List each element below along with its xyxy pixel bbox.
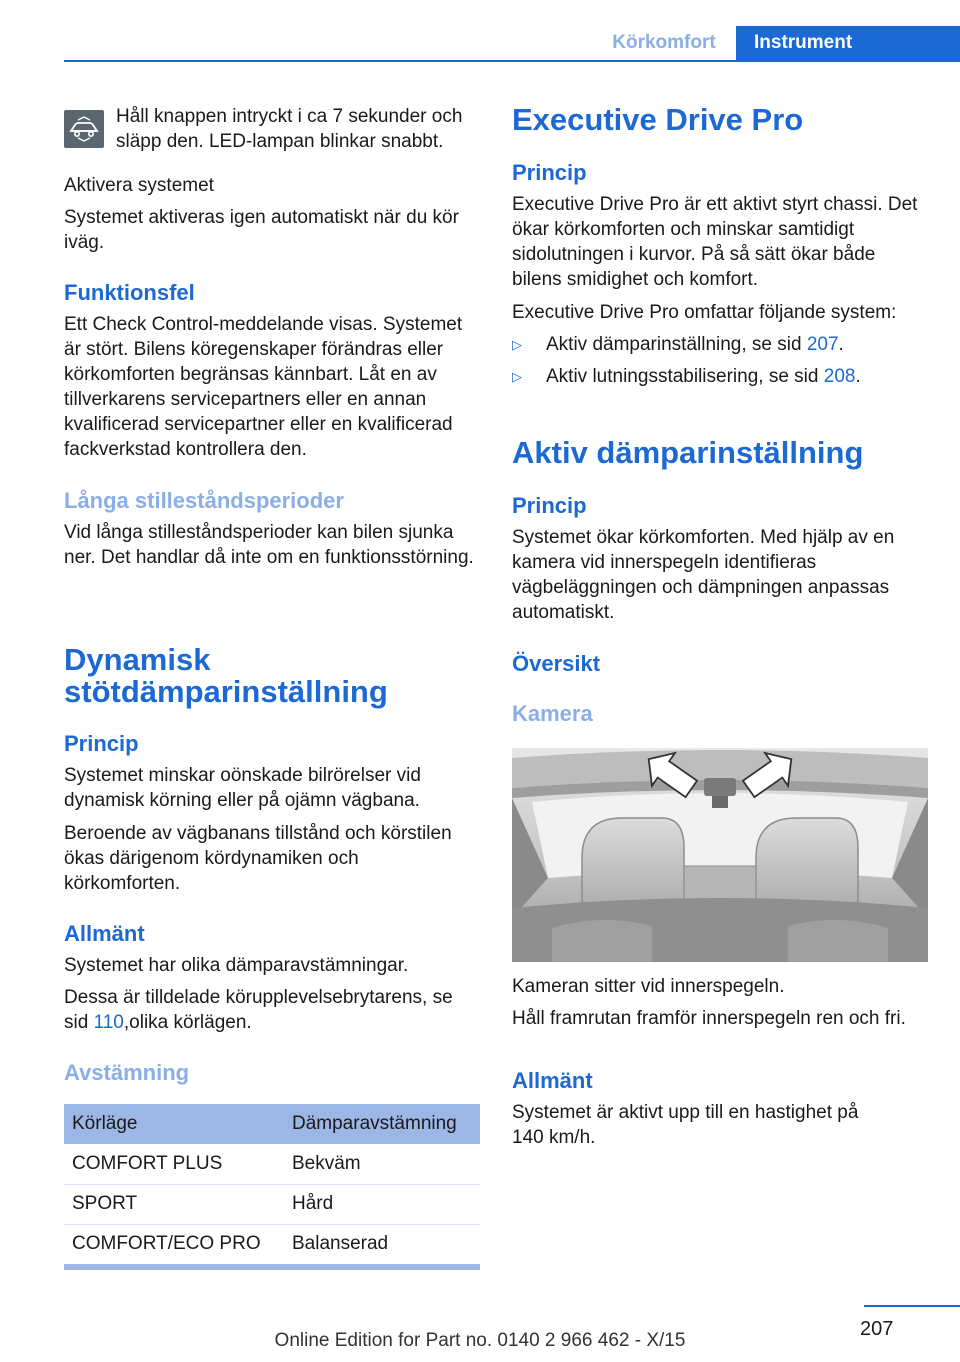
- edp-principle-heading: Princip: [512, 160, 587, 185]
- principle-heading: Princip: [64, 731, 139, 756]
- table-footer-bar: [64, 1264, 480, 1270]
- bullet-2-pre: Aktiv lutningsstabilisering, se sid: [546, 366, 824, 387]
- page-link-207[interactable]: 207: [806, 334, 839, 355]
- general-text-2: [64, 985, 480, 1035]
- list-item: [512, 332, 928, 357]
- damper-chapter-title: [64, 644, 388, 708]
- table-header-tuning: Dämparavstämning: [284, 1104, 480, 1144]
- table-cell-tuning: Bekväm: [284, 1144, 480, 1184]
- fault-heading: Funktionsfel: [64, 280, 195, 305]
- header-rule: [64, 60, 960, 62]
- edition-footer: Online Edition for Part no. 0140 2 966 462 - X/15: [274, 1330, 686, 1351]
- edp-text-2: Executive Drive Pro omfattar följande system:: [512, 302, 897, 323]
- overview-heading: Översikt: [512, 651, 601, 676]
- page-header: [0, 0, 960, 62]
- chapter-tab[interactable]: Körkomfort: [612, 32, 716, 53]
- allm-text: Systemet är aktivt upp till en hastighet på 140 km/h.: [512, 1102, 859, 1148]
- active-principle-heading: Princip: [512, 493, 587, 518]
- damper-chapter-line2: stötdämparinställning: [64, 674, 388, 709]
- car-interior-camera-image: [512, 748, 928, 962]
- camera-heading: Kamera: [512, 701, 593, 726]
- activate-label: Aktivera systemet: [64, 175, 214, 196]
- table-row: [64, 1224, 480, 1264]
- standstill-heading: Långa stilleståndsperioder: [64, 488, 344, 513]
- general-text-1: Systemet har olika dämparavstämningar.: [64, 955, 409, 976]
- activate-text: Systemet aktiveras igen automatiskt när du kör iväg.: [64, 207, 459, 253]
- edp-chapter-title: Executive Drive Pro: [512, 102, 804, 137]
- table-cell-mode: COMFORT PLUS: [64, 1144, 284, 1184]
- section-tab[interactable]: Instrument: [736, 26, 960, 60]
- page-link-208[interactable]: 208: [823, 366, 856, 387]
- fault-text: Ett Check Control-meddelande visas. Systemet är stört. Bilens köregenskaper förändras eller körkomforten begränsas kännbart. Låt en av tillverkarens servicepartners eller en annan kvalificerad servicepartner eller en kvalificerad fackverkstad kontrollera den.: [64, 314, 463, 460]
- bullet-triangle-icon: ▷: [512, 337, 522, 352]
- bullet-2-post: .: [855, 366, 861, 387]
- table-cell-mode: COMFORT/ECO PRO: [64, 1224, 284, 1264]
- camera-caption-1: Kameran sitter vid innerspegeln.: [512, 976, 785, 997]
- bullet-text: [546, 364, 861, 389]
- camera-caption-2: Håll framrutan framför innerspegeln ren och fri.: [512, 1008, 906, 1029]
- active-damper-chapter-title: Aktiv dämparinställning: [512, 435, 864, 470]
- principle-text-1: Systemet minskar oönskade bilrörelser vid dynamisk körning eller på ojämn vägbana.: [64, 765, 421, 811]
- intro-text: Håll knappen intryckt i ca 7 sekunder och släpp den. LED-lampan blinkar snabbt.: [116, 106, 463, 152]
- bullet-1-pre: Aktiv dämparinställning, se sid: [546, 334, 807, 355]
- table-cell-mode: SPORT: [64, 1184, 284, 1224]
- page-link-110[interactable]: 110: [93, 1012, 124, 1033]
- table-header-mode: Körläge: [64, 1104, 284, 1144]
- general-text-2-pre: Dessa är tilldelade körupplevelsebrytarens, se sid: [64, 987, 453, 1033]
- allm-heading: Allmänt: [512, 1068, 593, 1093]
- table-row: [64, 1184, 480, 1224]
- list-item: [512, 364, 928, 389]
- bullet-triangle-icon: ▷: [512, 369, 522, 384]
- page-number: 207: [860, 1318, 894, 1340]
- footer-rule: [864, 1305, 960, 1307]
- standstill-text: Vid långa stilleståndsperioder kan bilen sjunka ner. Det handlar då inte om en funktionsstörning.: [64, 522, 474, 568]
- general-heading: Allmänt: [64, 921, 145, 946]
- active-principle-text: Systemet ökar körkomforten. Med hjälp av en kamera vid innerspegeln identifieras vägbeläggningen och dämpningen anpassas automatiskt.: [512, 527, 895, 623]
- bullet-1-post: .: [838, 334, 844, 355]
- damper-chapter-line1: Dynamisk: [64, 642, 211, 677]
- table-cell-tuning: Balanserad: [284, 1224, 480, 1264]
- tuning-table: [64, 1104, 480, 1265]
- table-cell-tuning: Hård: [284, 1184, 480, 1224]
- table-header-row: [64, 1104, 480, 1144]
- general-text-2-post: ,olika körlägen.: [123, 1012, 252, 1033]
- table-row: [64, 1144, 480, 1184]
- bullet-text: [546, 332, 844, 357]
- principle-text-2: Beroende av vägbanans tillstånd och körstilen ökas därigenom kördynamiken och körkomforten.: [64, 823, 452, 894]
- tuning-heading: Avstämning: [64, 1060, 190, 1085]
- car-key-icon: [64, 110, 104, 148]
- edp-text-1: Executive Drive Pro är ett aktivt styrt chassi. Det ökar körkomforten och minskar samtidigt sidolutningen i kurvor. På så sätt ökar både bilens smidighet och komfort.: [512, 194, 918, 290]
